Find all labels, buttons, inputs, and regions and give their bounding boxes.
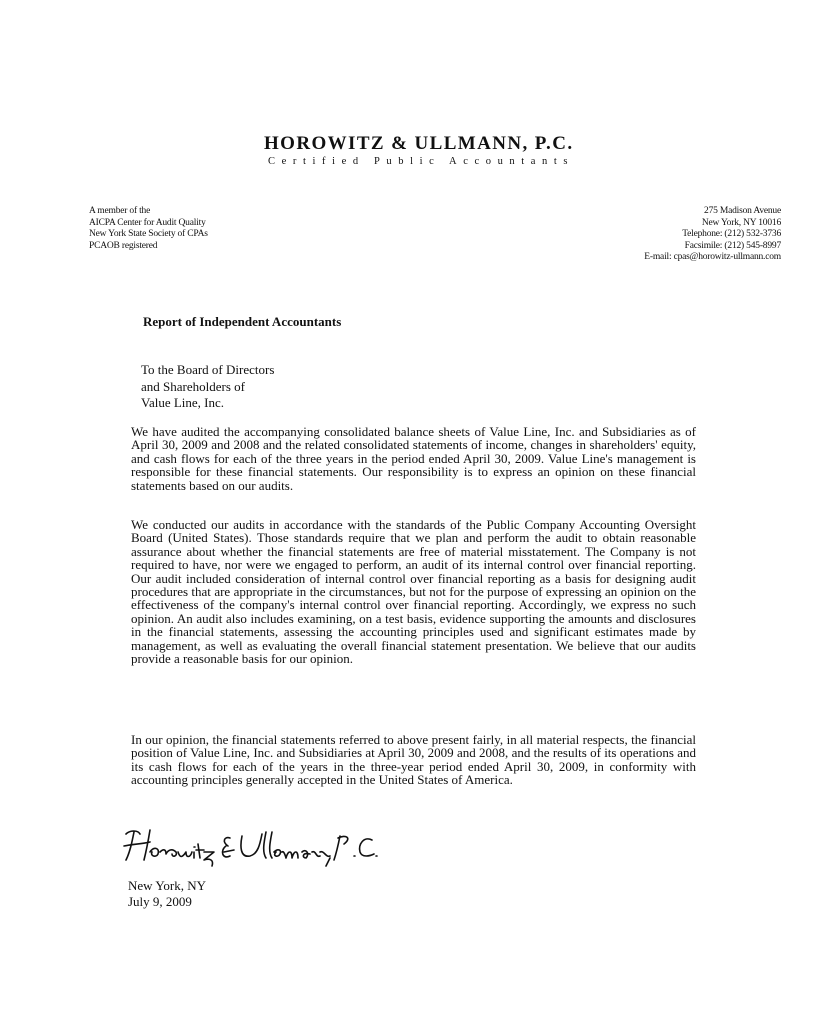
signature-graphic <box>120 820 380 870</box>
address-street: 275 Madison Avenue <box>704 206 781 216</box>
membership-line: PCAOB registered <box>89 240 158 251</box>
address-city: New York, NY 10016 <box>701 217 781 228</box>
membership-block <box>89 206 208 252</box>
signature-place-date <box>128 878 206 909</box>
membership-line: AICPA Center for Audit Quality <box>89 217 206 228</box>
facsimile: Facsimile: (212) 545-8997 <box>684 240 781 251</box>
addressee-line: To the Board of Directors <box>141 362 275 377</box>
contact-block <box>644 206 781 264</box>
telephone: Telephone: (212) 532-3736 <box>682 229 781 239</box>
firm-name: HOROWITZ & ULLMANN, P.C. <box>264 133 574 154</box>
paragraph-opinion: In our opinion, the financial statements referred to above present fairly, in all material respects, the financial position of Value Line, Inc. and Subsidiaries at April 30, 2009 and 2008, and the results of its operations and its cash flows for each of the years in the three-year period ended April 30, 2009, in conformity with accounting principles generally accepted in the United States of America. <box>131 732 696 788</box>
handwritten-signature <box>120 820 380 875</box>
paragraph-scope: We have audited the accompanying consolidated balance sheets of Value Line, Inc. and Subsidiaries as of April 30, 2009 and 2008 and the related consolidated statements of income, changes in shareholders' equity, and cash flows for each of the three years in the period ended April 30, 2009. Value Line's management is responsible for these financial statements. Our responsibility is to express an opinion on these financial statements based on our audits. <box>131 424 696 493</box>
membership-line: A member of the <box>89 206 151 216</box>
membership-line: New York State Society of CPAs <box>89 229 208 239</box>
report-date: July 9, 2009 <box>128 893 192 909</box>
firm-subtitle: Certified Public Accountants <box>268 156 575 167</box>
report-title: Report of Independent Accountants <box>143 314 342 329</box>
paragraph-audit-standards: We conducted our audits in accordance with the standards of the Public Company Accounting Oversight Board (United States). Those standards require that we plan and perform the audit to obtain reasonable assurance about whether the financial statements are free of material misstatement. The Company is not required to have, nor were we engaged to perform, an audit of its internal control over financial reporting. Our audit included consideration of internal control over financial reporting as a basis for designing audit procedures that are appropriate in the circumstances, but not for the purpose of expressing an opinion on the effectiveness of the company's internal control over financial reporting. Accordingly, we express no such opinion. An audit also includes examining, on a test basis, evidence supporting the amounts and disclosures in the financial statements, assessing the accounting principles used and significant estimates made by management, as well as evaluating the overall financial statement presentation. We believe that our audits provide a reasonable basis for our opinion. <box>131 517 696 667</box>
addressee-line: and Shareholders of <box>141 378 245 394</box>
addressee-block <box>141 362 274 412</box>
report-location: New York, NY <box>128 878 207 893</box>
email: E-mail: cpas@horowitz-ullmann.com <box>644 252 781 262</box>
addressee-line: Value Line, Inc. <box>141 395 225 410</box>
